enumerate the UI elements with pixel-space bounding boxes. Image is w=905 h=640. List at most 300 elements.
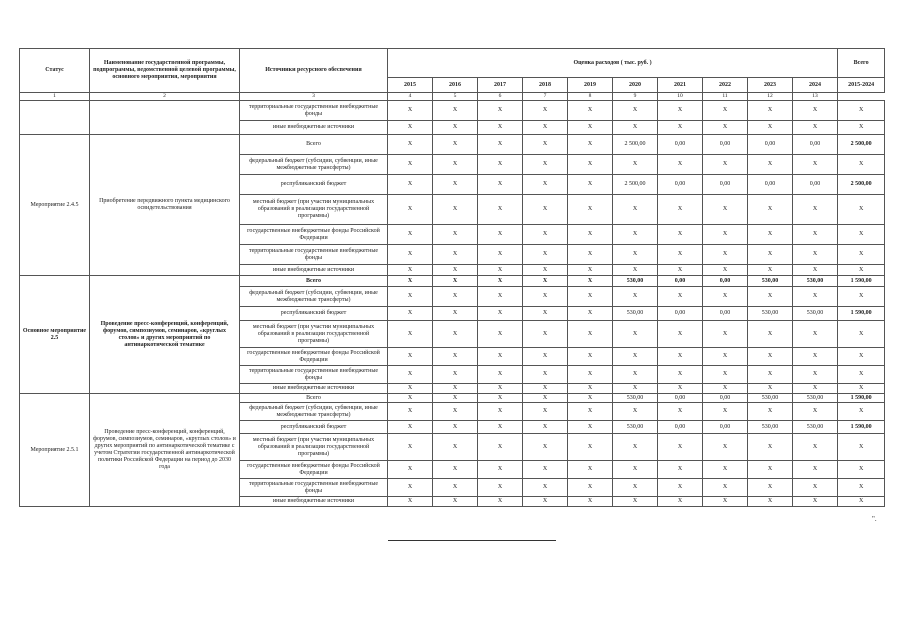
row-value: X: [658, 461, 703, 479]
row-value: 0,00: [703, 175, 748, 195]
row-value: X: [658, 265, 703, 276]
row-source: Всего: [240, 135, 388, 155]
row-value: X: [748, 461, 793, 479]
row-value: X: [433, 265, 478, 276]
row-value: X: [433, 497, 478, 507]
row-value: X: [568, 384, 613, 394]
row-value: X: [568, 155, 613, 175]
row-source: федеральный бюджет (субсидии, субвенции, иные межбюджетные трансферты): [240, 155, 388, 175]
row-total-value: X: [838, 348, 885, 366]
row-source: иные внебюджетные источники: [240, 384, 388, 394]
row-value: X: [793, 384, 838, 394]
row-total-value: X: [838, 403, 885, 421]
row-value: X: [523, 287, 568, 307]
column-number: 6: [478, 93, 523, 101]
row-value: X: [388, 434, 433, 461]
row-value: 0,00: [703, 135, 748, 155]
row-value: X: [478, 384, 523, 394]
row-source: иные внебюджетные источники: [240, 497, 388, 507]
row-value: X: [793, 479, 838, 497]
column-number: 7: [523, 93, 568, 101]
row-total-value: 2 500,00: [838, 175, 885, 195]
row-value: X: [388, 321, 433, 348]
row-value: X: [433, 195, 478, 225]
row-value: X: [388, 421, 433, 434]
row-status: Основное мероприятие 2.5: [20, 276, 90, 394]
row-source: территориальные государственные внебюджетные фонды: [240, 245, 388, 265]
row-value: X: [433, 461, 478, 479]
row-total-value: X: [838, 195, 885, 225]
row-source: федеральный бюджет (субсидии, субвенции, иные межбюджетные трансферты): [240, 403, 388, 421]
row-total-value: X: [838, 479, 885, 497]
header-year: 2021: [658, 78, 703, 93]
row-value: X: [433, 384, 478, 394]
row-value: X: [658, 121, 703, 135]
row-value: X: [433, 121, 478, 135]
row-value: X: [523, 461, 568, 479]
row-value: X: [613, 225, 658, 245]
row-value: X: [748, 366, 793, 384]
row-value: X: [388, 394, 433, 403]
row-value: X: [433, 245, 478, 265]
row-value: X: [613, 155, 658, 175]
row-value: X: [793, 348, 838, 366]
row-value: X: [703, 348, 748, 366]
row-value: X: [568, 366, 613, 384]
row-value: X: [433, 366, 478, 384]
row-total-value: X: [838, 321, 885, 348]
row-source: местный бюджет (при участии муниципальных образований в реализации государственной программы): [240, 321, 388, 348]
row-value: X: [748, 321, 793, 348]
row-value: X: [433, 321, 478, 348]
row-value: X: [388, 265, 433, 276]
row-name: Приобретение передвижного пункта медицинского освидетельствования: [90, 135, 240, 276]
row-value: X: [433, 421, 478, 434]
row-value: 530,00: [793, 307, 838, 321]
row-value: X: [613, 403, 658, 421]
row-value: X: [478, 421, 523, 434]
row-value: X: [658, 384, 703, 394]
row-value: X: [388, 307, 433, 321]
row-value: X: [703, 461, 748, 479]
row-value: X: [703, 155, 748, 175]
row-source: государственные внебюджетные фонды Российской Федерации: [240, 348, 388, 366]
row-value: 0,00: [658, 307, 703, 321]
row-value: X: [793, 287, 838, 307]
header-name: Наименование государственной программы, подпрограммы, ведомственной целевой программы, основного мероприятия, мероприятия: [90, 49, 240, 93]
row-total-value: 1 590,00: [838, 394, 885, 403]
row-value: X: [523, 195, 568, 225]
row-value: X: [748, 121, 793, 135]
row-value: X: [523, 421, 568, 434]
row-name: Проведение пресс-конференций, конференций, форумов, симпозиумов, семинаров, «круглых столов» и других мероприятий по антинаркотической тематике: [90, 276, 240, 394]
row-source: государственные внебюджетные фонды Российской Федерации: [240, 225, 388, 245]
row-value: X: [748, 479, 793, 497]
row-value: X: [388, 276, 433, 287]
row-value: 0,00: [793, 175, 838, 195]
header-estimate: Оценка расходов ( тыс. руб. ): [388, 49, 838, 78]
row-value: X: [523, 403, 568, 421]
row-value: X: [748, 101, 793, 121]
row-value: X: [568, 461, 613, 479]
row-value: X: [478, 175, 523, 195]
header-year: 2018: [523, 78, 568, 93]
row-source: местный бюджет (при участии муниципальных образований в реализации государственной программы): [240, 434, 388, 461]
row-value: X: [703, 225, 748, 245]
row-value: 0,00: [658, 175, 703, 195]
row-value: X: [703, 265, 748, 276]
row-value: 0,00: [658, 135, 703, 155]
row-value: X: [523, 225, 568, 245]
header-total-period: 2015-2024: [838, 78, 885, 93]
row-value: X: [658, 287, 703, 307]
row-value: X: [793, 403, 838, 421]
row-source: иные внебюджетные источники: [240, 265, 388, 276]
header-year: 2016: [433, 78, 478, 93]
row-value: X: [568, 225, 613, 245]
row-value: X: [478, 394, 523, 403]
row-value: X: [658, 434, 703, 461]
header-year: 2019: [568, 78, 613, 93]
row-value: 530,00: [793, 276, 838, 287]
row-value: X: [523, 307, 568, 321]
row-value: X: [433, 479, 478, 497]
row-value: X: [523, 265, 568, 276]
column-number: 5: [433, 93, 478, 101]
row-value: X: [613, 479, 658, 497]
row-value: X: [388, 195, 433, 225]
row-total-value: 1 590,00: [838, 421, 885, 434]
row-value: X: [388, 245, 433, 265]
row-value: X: [388, 403, 433, 421]
row-value: X: [388, 121, 433, 135]
row-value: 0,00: [658, 394, 703, 403]
row-source: республиканский бюджет: [240, 421, 388, 434]
row-value: X: [658, 403, 703, 421]
row-value: X: [523, 321, 568, 348]
row-value: X: [793, 155, 838, 175]
row-value: X: [748, 434, 793, 461]
row-source: Всего: [240, 276, 388, 287]
row-value: X: [478, 366, 523, 384]
row-value: X: [748, 265, 793, 276]
table-row: [20, 101, 885, 121]
row-value: X: [523, 245, 568, 265]
row-value: 530,00: [748, 307, 793, 321]
row-total-value: X: [838, 245, 885, 265]
row-value: X: [523, 175, 568, 195]
row-value: X: [658, 321, 703, 348]
header-year: 2023: [748, 78, 793, 93]
column-number: 3: [240, 93, 388, 101]
row-value: X: [478, 287, 523, 307]
row-value: X: [523, 384, 568, 394]
row-status: Мероприятие 2.4.5: [20, 135, 90, 276]
table-row: [20, 276, 885, 287]
row-value: X: [388, 384, 433, 394]
row-value: 0,00: [703, 394, 748, 403]
row-value: 530,00: [748, 276, 793, 287]
header-year: 2022: [703, 78, 748, 93]
row-value: X: [388, 135, 433, 155]
row-value: X: [613, 101, 658, 121]
row-total-value: 1 590,00: [838, 307, 885, 321]
row-value: X: [523, 348, 568, 366]
row-value: X: [433, 155, 478, 175]
row-value: X: [523, 276, 568, 287]
row-value: X: [703, 384, 748, 394]
row-value: 530,00: [613, 307, 658, 321]
row-value: X: [703, 479, 748, 497]
row-value: 530,00: [748, 421, 793, 434]
header-year: 2020: [613, 78, 658, 93]
row-value: X: [748, 403, 793, 421]
row-value: X: [613, 366, 658, 384]
row-value: X: [433, 307, 478, 321]
row-status: [20, 101, 90, 135]
row-value: X: [568, 421, 613, 434]
row-value: X: [478, 461, 523, 479]
column-numbers-row: [20, 93, 885, 101]
row-total-value: X: [838, 265, 885, 276]
row-value: X: [613, 461, 658, 479]
page-mark: ".: [872, 515, 877, 523]
row-value: X: [568, 394, 613, 403]
row-value: X: [568, 101, 613, 121]
row-value: X: [568, 348, 613, 366]
header-status: Статус: [20, 49, 90, 93]
row-value: X: [703, 366, 748, 384]
row-value: 0,00: [703, 276, 748, 287]
row-value: X: [658, 155, 703, 175]
row-value: X: [613, 265, 658, 276]
row-value: X: [568, 175, 613, 195]
row-total-value: 2 500,00: [838, 135, 885, 155]
row-value: X: [568, 245, 613, 265]
row-value: X: [523, 366, 568, 384]
row-value: X: [793, 461, 838, 479]
column-number: 9: [613, 93, 658, 101]
row-value: 2 500,00: [613, 175, 658, 195]
header-total: Всего: [838, 49, 885, 78]
row-value: X: [523, 155, 568, 175]
row-value: X: [613, 321, 658, 348]
row-value: X: [478, 195, 523, 225]
row-total-value: X: [838, 121, 885, 135]
row-value: X: [388, 287, 433, 307]
column-number: 8: [568, 93, 613, 101]
row-value: X: [523, 121, 568, 135]
row-total-value: X: [838, 461, 885, 479]
row-value: X: [568, 195, 613, 225]
row-value: X: [703, 403, 748, 421]
row-value: X: [568, 121, 613, 135]
row-value: X: [388, 366, 433, 384]
row-value: X: [568, 479, 613, 497]
row-value: X: [478, 265, 523, 276]
row-value: X: [523, 497, 568, 507]
row-value: X: [613, 121, 658, 135]
column-number: 1: [20, 93, 90, 101]
row-value: X: [613, 434, 658, 461]
row-source: государственные внебюджетные фонды Российской Федерации: [240, 461, 388, 479]
budget-table: [19, 48, 885, 507]
header-year: 2015: [388, 78, 433, 93]
row-value: X: [388, 348, 433, 366]
row-value: X: [478, 307, 523, 321]
row-value: X: [793, 121, 838, 135]
row-value: X: [748, 497, 793, 507]
row-value: 0,00: [748, 175, 793, 195]
row-value: X: [433, 434, 478, 461]
row-value: X: [433, 225, 478, 245]
row-value: X: [478, 403, 523, 421]
row-value: X: [748, 195, 793, 225]
row-value: X: [388, 497, 433, 507]
row-value: 0,00: [793, 135, 838, 155]
row-value: X: [658, 195, 703, 225]
row-value: X: [433, 287, 478, 307]
row-value: X: [748, 348, 793, 366]
row-value: X: [523, 479, 568, 497]
row-value: X: [613, 195, 658, 225]
footer-rule: [388, 540, 556, 541]
row-value: X: [388, 479, 433, 497]
row-name: [90, 101, 240, 135]
row-total-value: X: [838, 497, 885, 507]
row-value: X: [703, 287, 748, 307]
row-total-value: X: [838, 287, 885, 307]
row-name: Проведение пресс-конференций, конференций, форумов, симпозиумов, семинаров, «круглых столов» и других мероприятий по антинаркотической тематике с учетом Стратегии государственной антинаркотической политики Российской Федерации на период до 2030 года: [90, 394, 240, 507]
row-value: X: [793, 225, 838, 245]
column-number: 11: [703, 93, 748, 101]
row-source: иные внебюджетные источники: [240, 121, 388, 135]
row-value: 530,00: [748, 394, 793, 403]
row-value: X: [613, 497, 658, 507]
row-value: X: [568, 307, 613, 321]
row-total-value: X: [838, 366, 885, 384]
row-value: X: [613, 348, 658, 366]
row-value: X: [793, 497, 838, 507]
row-value: X: [613, 245, 658, 265]
row-value: 530,00: [793, 394, 838, 403]
row-value: X: [478, 497, 523, 507]
row-value: X: [478, 321, 523, 348]
header-source: Источники ресурсного обеспечения: [240, 49, 388, 93]
row-value: X: [433, 348, 478, 366]
row-value: X: [793, 366, 838, 384]
row-status: Мероприятие 2.5.1: [20, 394, 90, 507]
row-value: X: [703, 245, 748, 265]
row-value: 530,00: [613, 394, 658, 403]
row-value: X: [793, 195, 838, 225]
row-value: X: [478, 434, 523, 461]
row-value: 530,00: [613, 276, 658, 287]
column-number: 10: [658, 93, 703, 101]
row-value: X: [433, 175, 478, 195]
row-value: X: [658, 348, 703, 366]
row-value: X: [568, 287, 613, 307]
row-value: X: [613, 287, 658, 307]
row-value: X: [523, 434, 568, 461]
header-year: 2017: [478, 78, 523, 93]
row-value: X: [703, 101, 748, 121]
row-value: 2 500,00: [613, 135, 658, 155]
column-number: 4: [388, 93, 433, 101]
row-value: X: [568, 403, 613, 421]
row-total-value: X: [838, 155, 885, 175]
row-total-value: X: [838, 384, 885, 394]
row-source: федеральный бюджет (субсидии, субвенции, иные межбюджетные трансферты): [240, 287, 388, 307]
row-value: X: [793, 101, 838, 121]
row-value: 530,00: [613, 421, 658, 434]
row-source: территориальные государственные внебюджетные фонды: [240, 101, 388, 121]
row-value: X: [703, 195, 748, 225]
row-value: X: [703, 121, 748, 135]
row-value: X: [523, 394, 568, 403]
row-value: X: [478, 135, 523, 155]
row-value: X: [568, 265, 613, 276]
row-source: территориальные государственные внебюджетные фонды: [240, 479, 388, 497]
row-source: республиканский бюджет: [240, 175, 388, 195]
row-value: X: [568, 434, 613, 461]
row-total-value: X: [838, 434, 885, 461]
row-value: X: [748, 155, 793, 175]
row-source: республиканский бюджет: [240, 307, 388, 321]
row-value: X: [433, 403, 478, 421]
row-total-value: X: [838, 225, 885, 245]
row-value: X: [433, 276, 478, 287]
row-value: X: [793, 321, 838, 348]
column-number: 12: [748, 93, 793, 101]
row-value: 0,00: [703, 307, 748, 321]
row-value: X: [793, 434, 838, 461]
row-value: X: [658, 101, 703, 121]
row-value: X: [523, 101, 568, 121]
row-value: X: [658, 225, 703, 245]
row-value: X: [748, 225, 793, 245]
row-value: X: [568, 135, 613, 155]
row-value: X: [658, 366, 703, 384]
row-value: X: [433, 394, 478, 403]
row-source: Всего: [240, 394, 388, 403]
row-value: 530,00: [793, 421, 838, 434]
row-value: X: [478, 121, 523, 135]
column-number: 13: [793, 93, 838, 101]
row-value: X: [478, 348, 523, 366]
row-value: 0,00: [658, 421, 703, 434]
header-year: 2024: [793, 78, 838, 93]
row-value: X: [793, 265, 838, 276]
row-value: X: [478, 101, 523, 121]
table-row: [20, 394, 885, 403]
row-value: X: [523, 135, 568, 155]
row-total-value: X: [838, 101, 885, 121]
row-value: X: [568, 497, 613, 507]
row-value: X: [703, 497, 748, 507]
row-value: X: [658, 245, 703, 265]
row-value: X: [388, 225, 433, 245]
row-value: X: [433, 101, 478, 121]
column-number: 2: [90, 93, 240, 101]
row-value: X: [388, 461, 433, 479]
row-value: X: [433, 135, 478, 155]
table-row: [20, 135, 885, 155]
row-source: местный бюджет (при участии муниципальных образований в реализации государственной программы): [240, 195, 388, 225]
row-value: X: [793, 245, 838, 265]
row-value: X: [478, 276, 523, 287]
row-value: X: [388, 155, 433, 175]
